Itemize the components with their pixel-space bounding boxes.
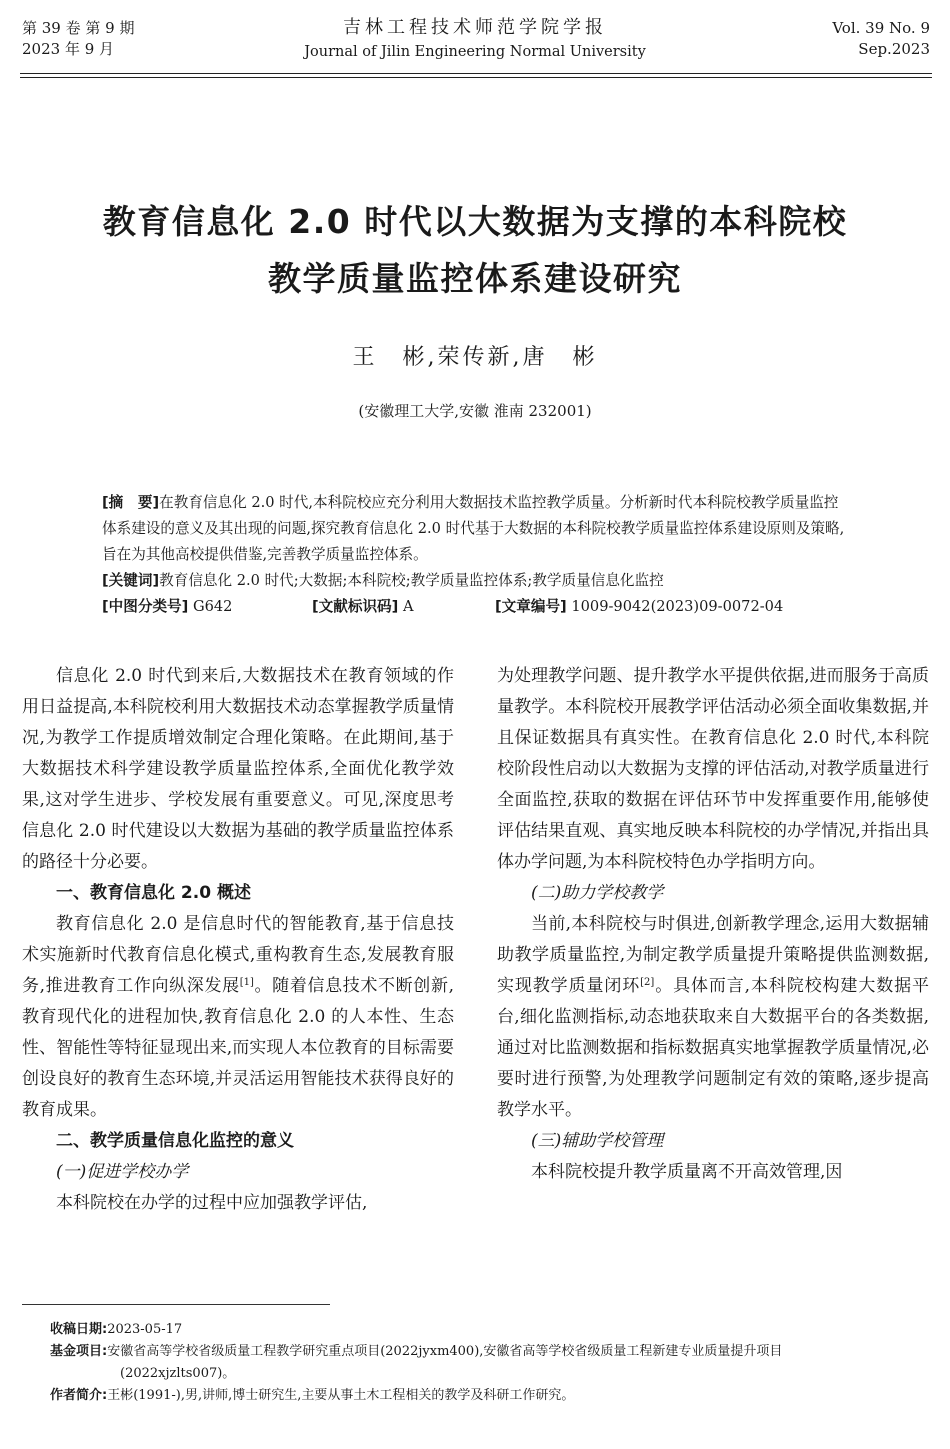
fund-text: 安徽省高等学校省级质量工程教学研究重点项目(2022jyxm400),安徽省高等学校省级质量工程新建专业质量提升项目 bbox=[107, 1344, 783, 1359]
article-number-value: 1009-9042(2023)09-0072-04 bbox=[571, 598, 784, 615]
paragraph-teaching-text-a: 当前,本科院校与时俱进,创新教学理念,运用大数据辅助教学质量监控,为制定教学质量提升策略提供监测数据,实现教学质量闭环 bbox=[497, 914, 929, 996]
abstract-block bbox=[102, 490, 852, 620]
paragraph-teaching bbox=[497, 909, 929, 1126]
body-column-left bbox=[22, 661, 454, 1219]
author-bio-text: 王彬(1991-),男,讲师,博士研究生,主要从事土木工程相关的教学及科研工作研究。 bbox=[107, 1388, 575, 1403]
header-rule-thin bbox=[20, 77, 932, 78]
authors: 王 彬,荣传新,唐 彬 bbox=[352, 345, 598, 370]
keywords-text: 教育信息化 2.0 时代;大数据;本科院校;教学质量监控体系;教学质量信息化监控 bbox=[159, 572, 664, 589]
citation-2: [2] bbox=[640, 977, 655, 988]
journal-name bbox=[0, 16, 950, 62]
footnotes bbox=[50, 1319, 930, 1407]
volume-issue: 第 39 卷 第 9 期 bbox=[22, 19, 135, 37]
section-heading-2: 二、教学质量信息化监控的意义 bbox=[56, 1131, 294, 1151]
paragraph-school-running: 本科院校在办学的过程中应加强教学评估, bbox=[56, 1193, 368, 1213]
header-rule-thick bbox=[20, 73, 932, 74]
subsection-heading-2: (二)助力学校教学 bbox=[531, 883, 664, 903]
received-label: 收稿日期: bbox=[50, 1322, 108, 1337]
footnote-rule bbox=[22, 1304, 330, 1305]
section-heading-1: 一、教育信息化 2.0 概述 bbox=[56, 883, 251, 903]
clc bbox=[102, 594, 232, 620]
article-number bbox=[495, 594, 783, 620]
clc-label: [中图分类号] bbox=[102, 598, 189, 615]
publish-date-en: Sep.2023 bbox=[858, 40, 930, 58]
volume-issue-en: Vol. 39 No. 9 bbox=[832, 19, 930, 37]
footnote-fund bbox=[50, 1341, 930, 1363]
footnote-fund-cont: (2022xjzlts007)。 bbox=[120, 1366, 236, 1381]
author-bio-label: 作者简介: bbox=[50, 1388, 108, 1403]
issue-info-right bbox=[832, 18, 930, 60]
doc-code-value: A bbox=[402, 598, 414, 615]
subsection-heading-1: (一)促进学校办学 bbox=[56, 1162, 189, 1182]
paper-title-line2: 教学质量监控体系建设研究 bbox=[268, 259, 682, 298]
paper-title bbox=[0, 193, 950, 307]
footnote-received bbox=[50, 1319, 930, 1341]
fund-label: 基金项目: bbox=[50, 1344, 108, 1359]
body-column-right bbox=[497, 661, 929, 1188]
abstract bbox=[102, 490, 852, 568]
paragraph-intro: 信息化 2.0 时代到来后,大数据技术在教育领域的作用日益提高,本科院校利用大数据技术动态掌握教学质量情况,为教学工作提质增效制定合理化策略。在此期间,基于大数据技术科学建设教学质量监控体系,全面优化教学效果,这对学生进步、学校发展有重要意义。可见,深度思考信息化 2.0 时代建设以大数据为基础的教学质量监控体系的路径十分必要。 bbox=[22, 666, 454, 872]
citation-1: [1] bbox=[239, 977, 254, 988]
affiliation: (安徽理工大学,安徽 淮南 232001) bbox=[358, 402, 592, 420]
abstract-label: [摘 要] bbox=[102, 494, 160, 511]
received-date: 2023-05-17 bbox=[107, 1322, 183, 1337]
doc-code-label: [文献标识码] bbox=[312, 598, 399, 615]
paragraph-management: 本科院校提升教学质量离不开高效管理,因 bbox=[531, 1162, 843, 1182]
doc-code bbox=[312, 594, 414, 620]
clc-value: G642 bbox=[192, 598, 233, 615]
paragraph-overview-text-a: 教育信息化 2.0 是信息时代的智能教育,基于信息技术实施新时代教育信息化模式,重构教育生态,发展教育服务,推进教育工作向纵深发展 bbox=[22, 914, 454, 996]
article-number-label: [文章编号] bbox=[495, 598, 567, 615]
journal-name-en: Journal of Jilin Engineering Normal University bbox=[304, 44, 646, 60]
classification-row bbox=[102, 594, 852, 620]
paragraph-teaching-text-b: 。具体而言,本科院校构建大数据平台,细化监测指标,动态地获取来自大数据平台的各类数据,通过对比监测数据和指标数据真实地掌握教学质量情况,必要时进行预警,为处理教学问题制定有效的策略,逐步提高教学水平。 bbox=[497, 976, 929, 1120]
subsection-heading-3: (三)辅助学校管理 bbox=[531, 1131, 664, 1151]
journal-name-zh: 吉林工程技术师范学院学报 bbox=[343, 17, 607, 38]
keywords-label: [关键词] bbox=[102, 572, 160, 589]
paragraph-school-running-cont: 为处理教学问题、提升教学水平提供依据,进而服务于高质量教学。本科院校开展教学评估活动必须全面收集数据,并且保证数据具有真实性。在教育信息化 2.0 时代,本科院校阶段性启动以大数据为支撑的评估活动,对教学质量进行全面监控,获取的数据在评估环节中发挥重要作用,能够使评估结果直观、真实地反映本科院校的办学情况,并指出具体办学问题,为本科院校特色办学指明方向。 bbox=[497, 666, 929, 872]
paper-title-line1: 教育信息化 2.0 时代以大数据为支撑的本科院校 bbox=[102, 202, 848, 241]
abstract-text: 在教育信息化 2.0 时代,本科院校应充分利用大数据技术监控教学质量。分析新时代本科院校教学质量监控体系建设的意义及其出现的问题,探究教育信息化 2.0 时代基于大数据的本科院校教学质量监控体系建设原则及策略,旨在为其他高校提供借鉴,完善教学质量监控体系。 bbox=[102, 494, 845, 563]
paragraph-overview bbox=[22, 909, 454, 1126]
publish-date: 2023 年 9 月 bbox=[22, 40, 115, 58]
paragraph-overview-text-b: 。随着信息技术不断创新,教育现代化的进程加快,教育信息化 2.0 的人本性、生态性、智能性等特征显现出来,而实现人本位教育的目标需要创设良好的教育生态环境,并灵活运用智能技术获得良好的教育成果。 bbox=[22, 976, 454, 1120]
keywords bbox=[102, 568, 852, 594]
footnote-author bbox=[50, 1385, 930, 1407]
